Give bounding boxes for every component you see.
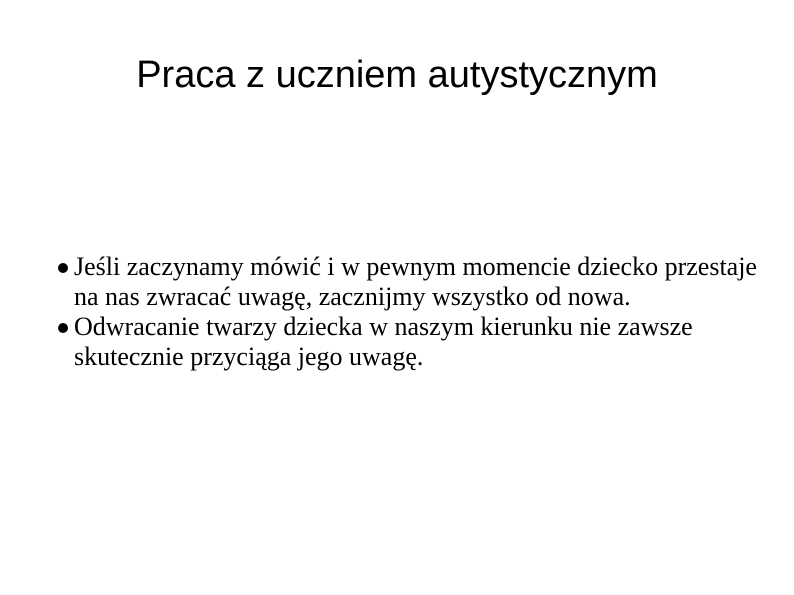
bullet-list <box>58 252 758 372</box>
bullet-item <box>58 252 758 312</box>
slide-title: Praca z uczniem autystycznym <box>136 54 658 96</box>
bullet-text: Jeśli zaczynamy mówić i w pewnym momencie dziecko przestaje na nas zwracać uwagę, zacznijmy wszystko od nowa. <box>74 252 757 311</box>
bullet-text: Odwracanie twarzy dziecka w naszym kierunku nie zawsze skutecznie przyciąga jego uwagę. <box>74 312 693 371</box>
bullet-dot-icon <box>58 323 68 333</box>
bullet-item <box>58 312 758 372</box>
bullet-dot-icon <box>58 263 68 273</box>
